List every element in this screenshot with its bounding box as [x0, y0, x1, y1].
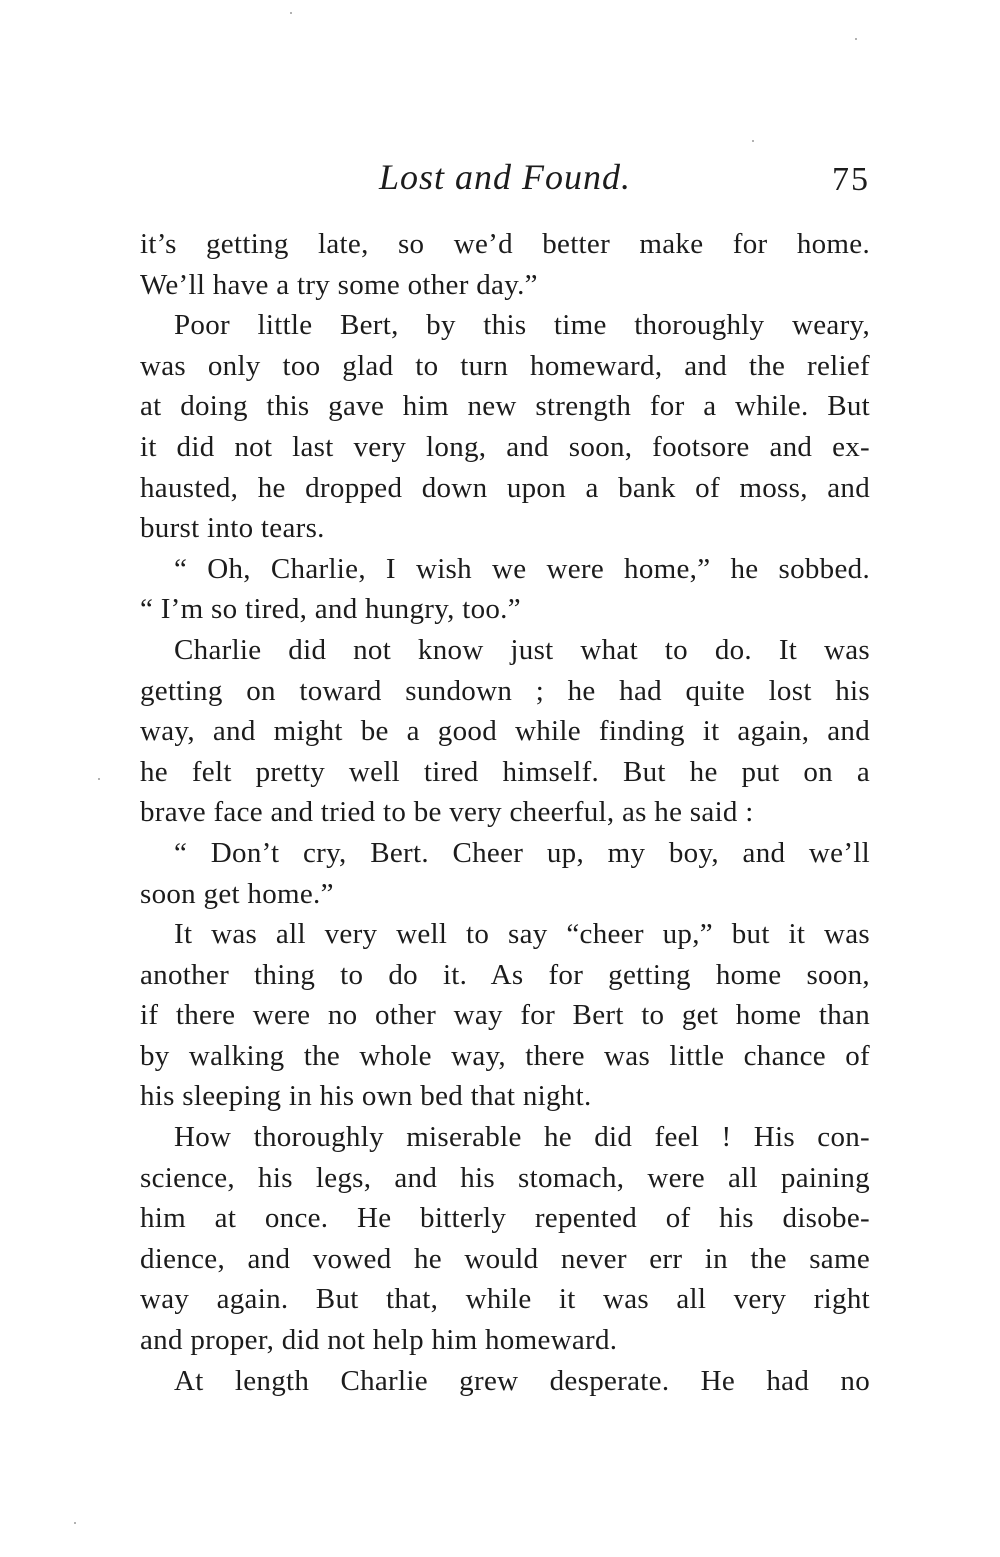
text-line: and proper, did not help him homeward.	[140, 1324, 618, 1357]
page-number: 75	[832, 161, 870, 198]
paper-speck	[98, 778, 100, 780]
text-line: “ I’m so tired, and hungry, too.”	[140, 593, 521, 626]
text-line: another thing to do it. As for getting home soon,	[140, 958, 870, 991]
text-line: at doing this gave him new strength for a while. But	[140, 390, 870, 423]
text-line: burst into tears.	[140, 512, 325, 545]
text-line: Charlie did not know just what to do. It was	[174, 633, 870, 666]
paragraph	[140, 305, 870, 549]
text-line: it did not last very long, and soon, footsore and ex-	[140, 430, 870, 463]
paragraph	[140, 224, 870, 305]
paragraph	[140, 833, 870, 914]
text-line: by walking the whole way, there was little chance of	[140, 1039, 870, 1072]
text-line: way, and might be a good while finding it again, and	[140, 715, 870, 748]
text-line: We’ll have a try some other day.”	[140, 268, 538, 301]
paragraph	[140, 1117, 870, 1361]
paper-speck	[290, 12, 292, 14]
text-line: was only too glad to turn homeward, and the relief	[140, 349, 870, 382]
paper-speck	[855, 38, 857, 40]
paragraph	[140, 1361, 870, 1402]
text-line: dience, and vowed he would never err in the same	[140, 1242, 870, 1275]
paragraph	[140, 549, 870, 630]
running-title: Lost and Found.	[378, 157, 632, 197]
paper-speck	[74, 1522, 76, 1524]
text-line: “ Don’t cry, Bert. Cheer up, my boy, and we’ll	[174, 836, 870, 869]
text-line: he felt pretty well tired himself. But he put on a	[140, 755, 870, 788]
text-line: At length Charlie grew desperate. He had no	[174, 1364, 870, 1397]
text-line: “ Oh, Charlie, I wish we were home,” he sobbed.	[174, 552, 870, 585]
text-line: him at once. He bitterly repented of his disobe-	[140, 1202, 870, 1235]
text-line: brave face and tried to be very cheerful, as he said :	[140, 796, 754, 829]
paragraph	[140, 914, 870, 1117]
page-header	[140, 152, 870, 202]
text-line: How thoroughly miserable he did feel ! His con-	[174, 1121, 870, 1154]
text-line: it’s getting late, so we’d better make for home.	[140, 228, 870, 260]
body-text	[140, 224, 870, 1401]
text-line: It was all very well to say “cheer up,” but it was	[174, 918, 870, 951]
text-line: hausted, he dropped down upon a bank of moss, and	[140, 471, 870, 504]
text-line: his sleeping in his own bed that night.	[140, 1080, 592, 1113]
text-line: science, his legs, and his stomach, were all paining	[140, 1161, 870, 1194]
text-line: soon get home.”	[140, 877, 334, 910]
text-line: getting on toward sundown ; he had quite lost his	[140, 674, 870, 707]
paragraph	[140, 630, 870, 833]
paper-speck	[752, 140, 754, 142]
text-line: if there were no other way for Bert to get home than	[140, 999, 870, 1032]
text-line: way again. But that, while it was all very right	[140, 1283, 870, 1316]
text-line: Poor little Bert, by this time thoroughly weary,	[174, 309, 870, 342]
